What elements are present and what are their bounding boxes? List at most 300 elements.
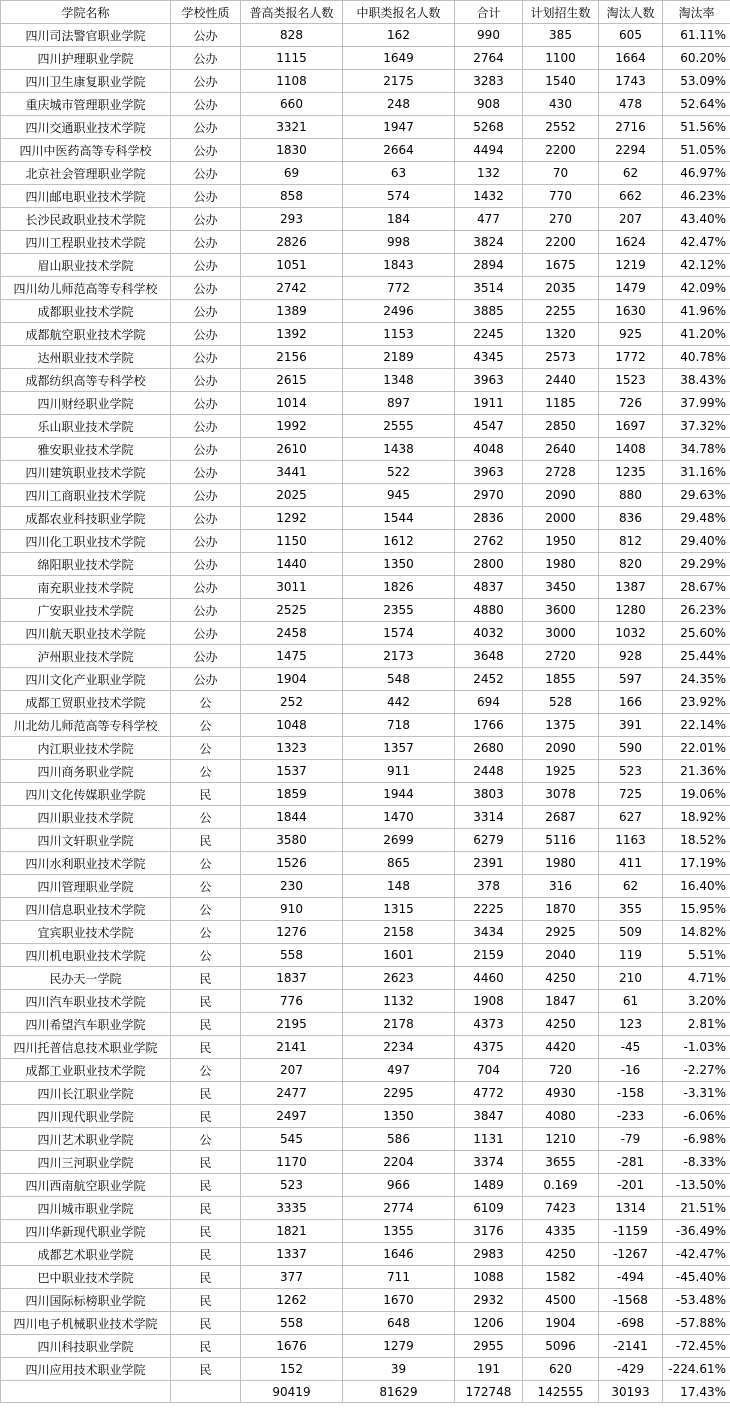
cell-total: 1432 <box>455 185 523 208</box>
cell-elimination-rate: -6.06% <box>663 1105 730 1128</box>
cell-elimination-rate: 60.20% <box>663 47 730 70</box>
cell-school-type: 民 <box>171 1335 241 1358</box>
cell-general-applicants: 3335 <box>241 1197 343 1220</box>
cell-school-name: 四川机电职业技术学院 <box>1 944 171 967</box>
cell-elimination-rate: -53.48% <box>663 1289 730 1312</box>
cell-school-type: 公办 <box>171 277 241 300</box>
table-row <box>1 70 730 93</box>
header-school-type: 学校性质 <box>171 1 241 24</box>
cell-school-type: 公办 <box>171 93 241 116</box>
cell-elimination-rate: 5.51% <box>663 944 730 967</box>
cell-eliminated: 119 <box>599 944 663 967</box>
cell-school-name: 四川管理职业学院 <box>1 875 171 898</box>
table-row <box>1 691 730 714</box>
cell-vocational-applicants: 2774 <box>343 1197 455 1220</box>
cell-school-name: 四川中医药高等专科学校 <box>1 139 171 162</box>
cell-elimination-rate: 4.71% <box>663 967 730 990</box>
header-school-name: 学院名称 <box>1 1 171 24</box>
cell-school-type: 公办 <box>171 415 241 438</box>
cell-elimination-rate: 26.23% <box>663 599 730 622</box>
cell-school-type: 公办 <box>171 162 241 185</box>
cell-school-name: 四川文化传媒职业学院 <box>1 783 171 806</box>
cell-school-name: 四川西南航空职业学院 <box>1 1174 171 1197</box>
cell-eliminated: -45 <box>599 1036 663 1059</box>
cell-planned-enrollment: 2573 <box>523 346 599 369</box>
totals-cell-type <box>171 1381 241 1403</box>
cell-vocational-applicants: 1670 <box>343 1289 455 1312</box>
cell-eliminated: 605 <box>599 24 663 47</box>
table-row <box>1 875 730 898</box>
cell-vocational-applicants: 586 <box>343 1128 455 1151</box>
cell-school-type: 民 <box>171 990 241 1013</box>
cell-school-name: 四川托普信息技术职业学院 <box>1 1036 171 1059</box>
cell-total: 3963 <box>455 461 523 484</box>
cell-total: 908 <box>455 93 523 116</box>
table-row <box>1 1128 730 1151</box>
cell-eliminated: -233 <box>599 1105 663 1128</box>
cell-total: 2245 <box>455 323 523 346</box>
cell-eliminated: 1697 <box>599 415 663 438</box>
cell-school-name: 四川水利职业技术学院 <box>1 852 171 875</box>
cell-planned-enrollment: 1855 <box>523 668 599 691</box>
table-row <box>1 484 730 507</box>
cell-planned-enrollment: 1320 <box>523 323 599 346</box>
cell-total: 3434 <box>455 921 523 944</box>
cell-school-name: 四川邮电职业技术学院 <box>1 185 171 208</box>
cell-general-applicants: 2025 <box>241 484 343 507</box>
cell-school-type: 公办 <box>171 47 241 70</box>
cell-vocational-applicants: 1944 <box>343 783 455 806</box>
cell-elimination-rate: 14.82% <box>663 921 730 944</box>
table-row <box>1 806 730 829</box>
cell-general-applicants: 1904 <box>241 668 343 691</box>
cell-elimination-rate: 46.23% <box>663 185 730 208</box>
cell-planned-enrollment: 270 <box>523 208 599 231</box>
cell-school-name: 四川职业技术学院 <box>1 806 171 829</box>
cell-school-type: 民 <box>171 1151 241 1174</box>
cell-eliminated: 523 <box>599 760 663 783</box>
cell-school-type: 公 <box>171 806 241 829</box>
cell-school-type: 公办 <box>171 369 241 392</box>
table-row <box>1 208 730 231</box>
cell-total: 1766 <box>455 714 523 737</box>
cell-eliminated: 509 <box>599 921 663 944</box>
table-row <box>1 369 730 392</box>
totals-cell-total: 172748 <box>455 1381 523 1403</box>
cell-school-type: 公 <box>171 760 241 783</box>
cell-vocational-applicants: 442 <box>343 691 455 714</box>
cell-vocational-applicants: 1350 <box>343 1105 455 1128</box>
cell-vocational-applicants: 574 <box>343 185 455 208</box>
totals-cell-eliminated: 30193 <box>599 1381 663 1403</box>
cell-total: 4772 <box>455 1082 523 1105</box>
cell-planned-enrollment: 4080 <box>523 1105 599 1128</box>
cell-school-name: 重庆城市管理职业学院 <box>1 93 171 116</box>
cell-school-name: 成都艺术职业学院 <box>1 1243 171 1266</box>
cell-planned-enrollment: 2090 <box>523 737 599 760</box>
cell-general-applicants: 2477 <box>241 1082 343 1105</box>
cell-vocational-applicants: 2355 <box>343 599 455 622</box>
cell-school-name: 四川财经职业学院 <box>1 392 171 415</box>
cell-vocational-applicants: 1544 <box>343 507 455 530</box>
table-row <box>1 300 730 323</box>
cell-total: 1131 <box>455 1128 523 1151</box>
cell-total: 2970 <box>455 484 523 507</box>
cell-total: 4880 <box>455 599 523 622</box>
table-row <box>1 1174 730 1197</box>
cell-school-name: 达州职业技术学院 <box>1 346 171 369</box>
cell-school-type: 公办 <box>171 668 241 691</box>
cell-general-applicants: 1292 <box>241 507 343 530</box>
table-row <box>1 668 730 691</box>
table-row <box>1 1197 730 1220</box>
cell-school-type: 公 <box>171 1128 241 1151</box>
cell-school-name: 雅安职业技术学院 <box>1 438 171 461</box>
header-general-applicants: 普高类报名人数 <box>241 1 343 24</box>
cell-school-type: 公办 <box>171 185 241 208</box>
cell-eliminated: -698 <box>599 1312 663 1335</box>
cell-vocational-applicants: 2555 <box>343 415 455 438</box>
table-row <box>1 783 730 806</box>
cell-general-applicants: 2458 <box>241 622 343 645</box>
cell-general-applicants: 1821 <box>241 1220 343 1243</box>
cell-planned-enrollment: 1904 <box>523 1312 599 1335</box>
cell-total: 2836 <box>455 507 523 530</box>
cell-planned-enrollment: 4420 <box>523 1036 599 1059</box>
cell-school-name: 巴中职业技术学院 <box>1 1266 171 1289</box>
cell-eliminated: 123 <box>599 1013 663 1036</box>
cell-eliminated: 1479 <box>599 277 663 300</box>
cell-planned-enrollment: 528 <box>523 691 599 714</box>
table-row <box>1 1335 730 1358</box>
cell-vocational-applicants: 998 <box>343 231 455 254</box>
cell-school-name: 成都工贸职业技术学院 <box>1 691 171 714</box>
cell-elimination-rate: -8.33% <box>663 1151 730 1174</box>
cell-total: 3648 <box>455 645 523 668</box>
cell-planned-enrollment: 2040 <box>523 944 599 967</box>
totals-cell-planned: 142555 <box>523 1381 599 1403</box>
cell-vocational-applicants: 711 <box>343 1266 455 1289</box>
table-row <box>1 530 730 553</box>
cell-school-type: 民 <box>171 967 241 990</box>
cell-eliminated: 207 <box>599 208 663 231</box>
cell-eliminated: 590 <box>599 737 663 760</box>
totals-cell-rate: 17.43% <box>663 1381 730 1403</box>
header-planned-enrollment: 计划招生数 <box>523 1 599 24</box>
cell-school-name: 四川科技职业学院 <box>1 1335 171 1358</box>
cell-general-applicants: 1440 <box>241 553 343 576</box>
cell-school-name: 四川应用技术职业学院 <box>1 1358 171 1381</box>
cell-school-type: 民 <box>171 1174 241 1197</box>
cell-general-applicants: 1262 <box>241 1289 343 1312</box>
header-total: 合计 <box>455 1 523 24</box>
cell-school-type: 公办 <box>171 507 241 530</box>
cell-school-type: 公 <box>171 921 241 944</box>
cell-eliminated: 928 <box>599 645 663 668</box>
cell-vocational-applicants: 911 <box>343 760 455 783</box>
cell-eliminated: 2716 <box>599 116 663 139</box>
cell-vocational-applicants: 865 <box>343 852 455 875</box>
cell-general-applicants: 69 <box>241 162 343 185</box>
cell-eliminated: 627 <box>599 806 663 829</box>
cell-school-type: 民 <box>171 1358 241 1381</box>
cell-total: 2800 <box>455 553 523 576</box>
cell-school-type: 公办 <box>171 116 241 139</box>
table-row <box>1 622 730 645</box>
table-row <box>1 645 730 668</box>
cell-elimination-rate: 21.51% <box>663 1197 730 1220</box>
cell-general-applicants: 293 <box>241 208 343 231</box>
cell-school-name: 川北幼儿师范高等专科学校 <box>1 714 171 737</box>
cell-school-type: 民 <box>171 1312 241 1335</box>
cell-eliminated: 726 <box>599 392 663 415</box>
cell-general-applicants: 2742 <box>241 277 343 300</box>
cell-vocational-applicants: 1601 <box>343 944 455 967</box>
cell-total: 4494 <box>455 139 523 162</box>
cell-vocational-applicants: 162 <box>343 24 455 47</box>
cell-general-applicants: 1992 <box>241 415 343 438</box>
cell-elimination-rate: 15.95% <box>663 898 730 921</box>
cell-school-name: 四川三河职业学院 <box>1 1151 171 1174</box>
cell-total: 2159 <box>455 944 523 967</box>
cell-planned-enrollment: 4930 <box>523 1082 599 1105</box>
cell-school-type: 公办 <box>171 530 241 553</box>
cell-general-applicants: 1392 <box>241 323 343 346</box>
cell-eliminated: 2294 <box>599 139 663 162</box>
table-row <box>1 93 730 116</box>
cell-general-applicants: 858 <box>241 185 343 208</box>
cell-total: 3963 <box>455 369 523 392</box>
table-row <box>1 1289 730 1312</box>
cell-planned-enrollment: 1980 <box>523 553 599 576</box>
cell-general-applicants: 1276 <box>241 921 343 944</box>
cell-planned-enrollment: 2035 <box>523 277 599 300</box>
cell-elimination-rate: 41.96% <box>663 300 730 323</box>
cell-general-applicants: 2525 <box>241 599 343 622</box>
cell-elimination-rate: -42.47% <box>663 1243 730 1266</box>
cell-school-type: 公办 <box>171 553 241 576</box>
cell-planned-enrollment: 1675 <box>523 254 599 277</box>
cell-vocational-applicants: 2189 <box>343 346 455 369</box>
cell-elimination-rate: -2.27% <box>663 1059 730 1082</box>
cell-total: 2983 <box>455 1243 523 1266</box>
table-row <box>1 231 730 254</box>
cell-elimination-rate: -57.88% <box>663 1312 730 1335</box>
cell-elimination-rate: 21.36% <box>663 760 730 783</box>
cell-eliminated: 1523 <box>599 369 663 392</box>
table-row <box>1 1059 730 1082</box>
table-row <box>1 346 730 369</box>
cell-general-applicants: 152 <box>241 1358 343 1381</box>
table-row <box>1 990 730 1013</box>
cell-general-applicants: 1676 <box>241 1335 343 1358</box>
cell-elimination-rate: -1.03% <box>663 1036 730 1059</box>
totals-cell-vocational: 81629 <box>343 1381 455 1403</box>
cell-planned-enrollment: 3655 <box>523 1151 599 1174</box>
cell-general-applicants: 1337 <box>241 1243 343 1266</box>
cell-general-applicants: 2195 <box>241 1013 343 1036</box>
cell-elimination-rate: 43.40% <box>663 208 730 231</box>
cell-planned-enrollment: 5096 <box>523 1335 599 1358</box>
cell-school-name: 四川工程职业技术学院 <box>1 231 171 254</box>
cell-total: 4032 <box>455 622 523 645</box>
cell-general-applicants: 2497 <box>241 1105 343 1128</box>
cell-total: 2448 <box>455 760 523 783</box>
cell-vocational-applicants: 1843 <box>343 254 455 277</box>
cell-total: 4345 <box>455 346 523 369</box>
cell-general-applicants: 3011 <box>241 576 343 599</box>
cell-school-type: 公办 <box>171 622 241 645</box>
cell-eliminated: 836 <box>599 507 663 530</box>
cell-elimination-rate: 29.48% <box>663 507 730 530</box>
cell-school-name: 宜宾职业技术学院 <box>1 921 171 944</box>
cell-general-applicants: 1844 <box>241 806 343 829</box>
cell-vocational-applicants: 1355 <box>343 1220 455 1243</box>
cell-total: 2894 <box>455 254 523 277</box>
cell-vocational-applicants: 248 <box>343 93 455 116</box>
cell-eliminated: 62 <box>599 875 663 898</box>
cell-eliminated: 1163 <box>599 829 663 852</box>
cell-planned-enrollment: 2925 <box>523 921 599 944</box>
cell-planned-enrollment: 1540 <box>523 70 599 93</box>
cell-school-name: 四川文化产业职业学院 <box>1 668 171 691</box>
cell-total: 1911 <box>455 392 523 415</box>
cell-school-type: 公办 <box>171 24 241 47</box>
cell-general-applicants: 2610 <box>241 438 343 461</box>
cell-general-applicants: 660 <box>241 93 343 116</box>
cell-general-applicants: 910 <box>241 898 343 921</box>
cell-school-type: 民 <box>171 829 241 852</box>
cell-total: 3283 <box>455 70 523 93</box>
table-row <box>1 1220 730 1243</box>
cell-school-type: 公 <box>171 852 241 875</box>
cell-school-type: 公办 <box>171 254 241 277</box>
cell-elimination-rate: -45.40% <box>663 1266 730 1289</box>
table-row <box>1 1358 730 1381</box>
table-row <box>1 1036 730 1059</box>
cell-vocational-applicants: 39 <box>343 1358 455 1381</box>
cell-planned-enrollment: 2440 <box>523 369 599 392</box>
cell-general-applicants: 1150 <box>241 530 343 553</box>
cell-school-name: 四川航天职业技术学院 <box>1 622 171 645</box>
cell-elimination-rate: 42.09% <box>663 277 730 300</box>
cell-vocational-applicants: 1350 <box>343 553 455 576</box>
cell-planned-enrollment: 2728 <box>523 461 599 484</box>
cell-eliminated: -1568 <box>599 1289 663 1312</box>
cell-vocational-applicants: 2496 <box>343 300 455 323</box>
cell-school-name: 四川工商职业技术学院 <box>1 484 171 507</box>
cell-school-type: 公办 <box>171 208 241 231</box>
cell-total: 2225 <box>455 898 523 921</box>
cell-eliminated: 1235 <box>599 461 663 484</box>
cell-vocational-applicants: 1470 <box>343 806 455 829</box>
cell-total: 3847 <box>455 1105 523 1128</box>
cell-planned-enrollment: 5116 <box>523 829 599 852</box>
cell-school-type: 公办 <box>171 645 241 668</box>
cell-eliminated: 662 <box>599 185 663 208</box>
cell-planned-enrollment: 720 <box>523 1059 599 1082</box>
cell-total: 1206 <box>455 1312 523 1335</box>
cell-school-name: 四川建筑职业技术学院 <box>1 461 171 484</box>
cell-planned-enrollment: 7423 <box>523 1197 599 1220</box>
cell-total: 704 <box>455 1059 523 1082</box>
cell-school-type: 公 <box>171 875 241 898</box>
cell-general-applicants: 523 <box>241 1174 343 1197</box>
cell-school-name: 四川幼儿师范高等专科学校 <box>1 277 171 300</box>
cell-vocational-applicants: 1947 <box>343 116 455 139</box>
table-row <box>1 829 730 852</box>
cell-total: 6109 <box>455 1197 523 1220</box>
cell-school-type: 民 <box>171 1013 241 1036</box>
cell-total: 3803 <box>455 783 523 806</box>
cell-eliminated: 925 <box>599 323 663 346</box>
cell-elimination-rate: 41.20% <box>663 323 730 346</box>
cell-elimination-rate: 3.20% <box>663 990 730 1013</box>
cell-total: 191 <box>455 1358 523 1381</box>
cell-school-name: 成都职业技术学院 <box>1 300 171 323</box>
cell-general-applicants: 2141 <box>241 1036 343 1059</box>
cell-general-applicants: 1323 <box>241 737 343 760</box>
cell-total: 132 <box>455 162 523 185</box>
table-row <box>1 737 730 760</box>
cell-vocational-applicants: 1357 <box>343 737 455 760</box>
table-row <box>1 185 730 208</box>
cell-planned-enrollment: 1925 <box>523 760 599 783</box>
table-row <box>1 392 730 415</box>
cell-general-applicants: 1170 <box>241 1151 343 1174</box>
cell-vocational-applicants: 945 <box>343 484 455 507</box>
cell-general-applicants: 1830 <box>241 139 343 162</box>
cell-planned-enrollment: 4335 <box>523 1220 599 1243</box>
cell-vocational-applicants: 2173 <box>343 645 455 668</box>
table-row <box>1 1082 730 1105</box>
cell-planned-enrollment: 2255 <box>523 300 599 323</box>
table-row <box>1 1243 730 1266</box>
cell-school-type: 民 <box>171 1082 241 1105</box>
cell-general-applicants: 558 <box>241 944 343 967</box>
cell-planned-enrollment: 70 <box>523 162 599 185</box>
cell-elimination-rate: 37.32% <box>663 415 730 438</box>
cell-general-applicants: 1837 <box>241 967 343 990</box>
cell-general-applicants: 2615 <box>241 369 343 392</box>
cell-elimination-rate: 16.40% <box>663 875 730 898</box>
cell-school-name: 北京社会管理职业学院 <box>1 162 171 185</box>
cell-total: 1908 <box>455 990 523 1013</box>
cell-eliminated: 411 <box>599 852 663 875</box>
cell-vocational-applicants: 2175 <box>343 70 455 93</box>
cell-elimination-rate: 19.06% <box>663 783 730 806</box>
cell-vocational-applicants: 897 <box>343 392 455 415</box>
table-row <box>1 921 730 944</box>
cell-total: 6279 <box>455 829 523 852</box>
cell-school-type: 公办 <box>171 461 241 484</box>
cell-vocational-applicants: 1612 <box>343 530 455 553</box>
cell-vocational-applicants: 1348 <box>343 369 455 392</box>
cell-school-type: 民 <box>171 1105 241 1128</box>
cell-school-type: 公办 <box>171 346 241 369</box>
cell-school-name: 四川华新现代职业学院 <box>1 1220 171 1243</box>
cell-school-type: 公办 <box>171 484 241 507</box>
cell-school-name: 成都航空职业技术学院 <box>1 323 171 346</box>
cell-total: 1088 <box>455 1266 523 1289</box>
cell-general-applicants: 828 <box>241 24 343 47</box>
cell-elimination-rate: 51.05% <box>663 139 730 162</box>
cell-vocational-applicants: 522 <box>343 461 455 484</box>
cell-school-type: 民 <box>171 1243 241 1266</box>
table-row <box>1 1151 730 1174</box>
cell-vocational-applicants: 2623 <box>343 967 455 990</box>
cell-school-type: 公 <box>171 1059 241 1082</box>
